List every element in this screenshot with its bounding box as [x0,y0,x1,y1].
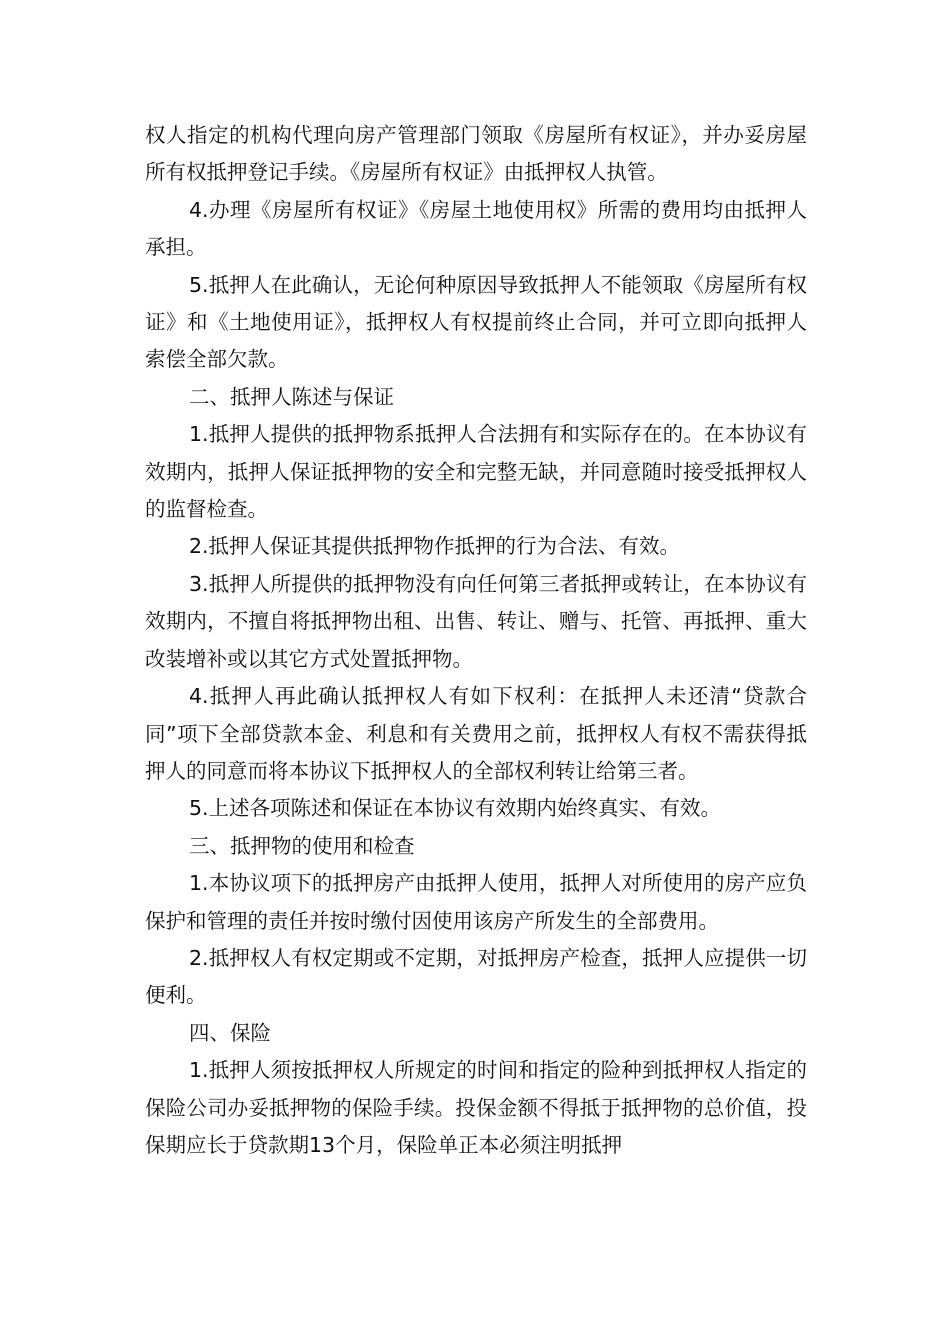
clause-3-2: 2.抵押权人有权定期或不定期，对抵押房产检查，抵押人应提供一切便利。 [145,945,807,1008]
section-heading-4: 四、保险 [189,1020,271,1045]
clause-3-1: 1.本协议项下的抵押房产由抵押人使用，抵押人对所使用的房产应负保护和管理的责任并按时缴付因使用该房产所发生的全部费用。 [145,871,807,933]
clause-2-1: 1.抵押人提供的抵押物系抵押人合法拥有和实际存在的。在本协议有效期内，抵押人保证抵押物的安全和完整无缺，并同意随时接受抵押权人的监督检查。 [145,422,807,522]
clause-termination: 5.抵押人在此确认，无论何种原因导致抵押人不能领取《房屋所有权证》和《土地使用证》，抵押权人有权提前终止合同，并可立即向抵押人索偿全部欠款。 [145,272,807,372]
clause-2-4: 4.抵押人再此确认抵押权人有如下权利：在抵押人未还清“贷款合同”项下全部贷款本金、利息和有关费用之前，抵押权人有权不需获得抵押人的同意而将本协议下抵押权人的全部权利转让给第三者。 [145,684,807,783]
clause-2-5: 5.上述各项陈述和保证在本协议有效期内始终真实、有效。 [189,796,722,821]
section-heading-3: 三、抵押物的使用和检查 [189,833,415,858]
clause-2-3: 3.抵押人所提供的抵押物没有向任何第三者抵押或转让，在本协议有效期内，不擅自将抵押物出租、出售、转让、赠与、托管、再抵押、重大改装增补或以其它方式处置抵押物。 [145,571,807,671]
clause-4-1: 1.抵押人须按抵押权人所规定的时间和指定的险种到抵押权人指定的保险公司办妥抵押物的保险手续。投保金额不得抵于抵押物的总价值，投保期应长于贷款期13个月，保险单正本必须注明抵押 [145,1058,807,1157]
section-heading-2: 二、抵押人陈述与保证 [189,384,394,409]
document-page [145,117,807,1164]
paragraph-continuation: 权人指定的机构代理向房产管理部门领取《房屋所有权证》，并办妥房屋所有权抵押登记手续。《房屋所有权证》由抵押权人执管。 [145,123,807,185]
clause-2-2: 2.抵押人保证其提供抵押物作抵押的行为合法、有效。 [189,534,681,559]
clause-fees: 4.办理《房屋所有权证》《房屋土地使用权》所需的费用均由抵押人承担。 [145,197,807,260]
